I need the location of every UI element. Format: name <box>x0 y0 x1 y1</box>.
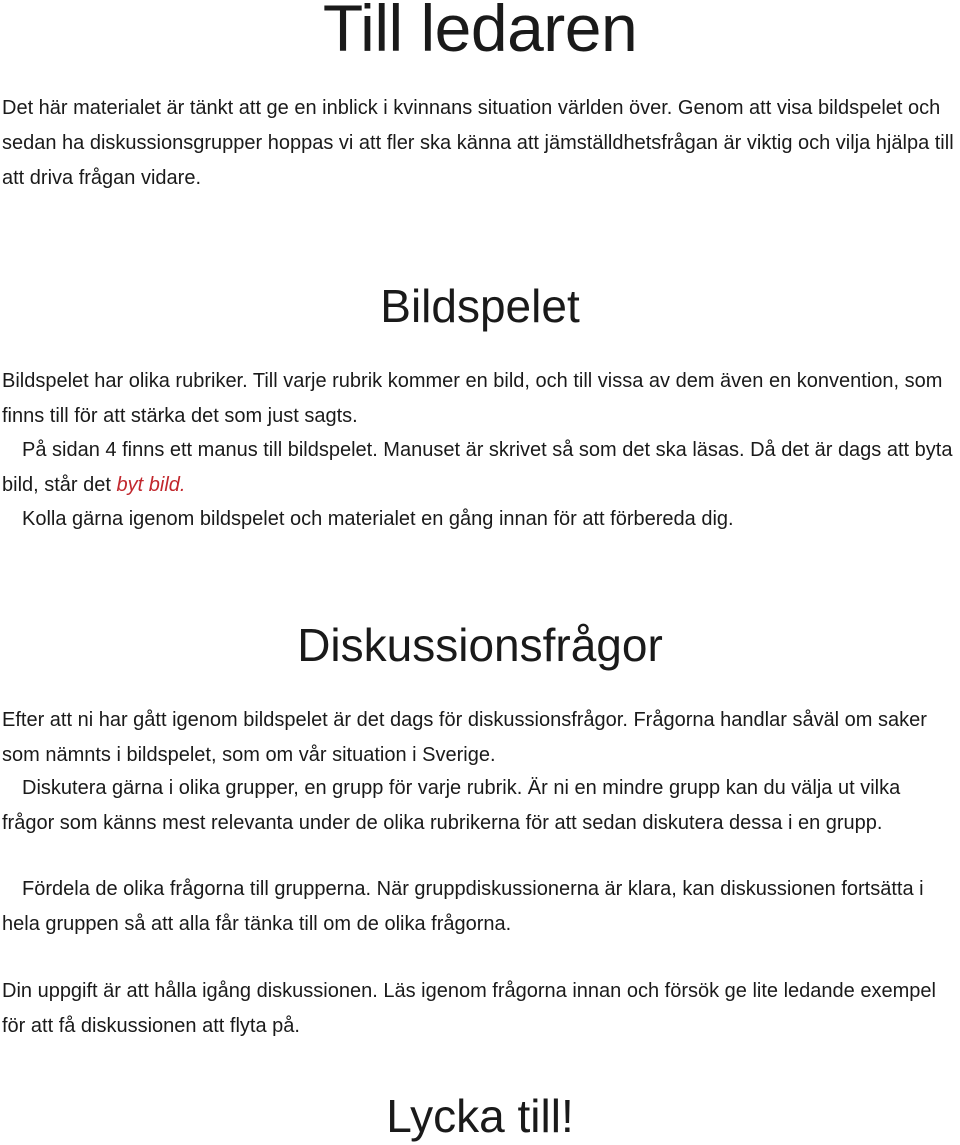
bildspelet-paragraph-2-text: På sidan 4 finns ett manus till bildspelet. Manuset är skrivet så som det ska läsas. Då det är dags att byta bild, står det <box>2 439 953 496</box>
closing-heading: Lycka till! <box>386 1090 574 1142</box>
byt-bild-highlight: byt bild. <box>116 474 186 496</box>
diskussion-paragraph-2: Diskutera gärna i olika grupper, en grupp för varje rubrik. Är ni en mindre grupp kan du välja ut vilka frågor som känns mest relevanta under de olika rubrikerna för att sedan diskutera dessa i en grupp. <box>2 777 901 834</box>
section-heading-diskussionsfragor: Diskussionsfrågor <box>297 619 663 671</box>
diskussion-paragraph-4: Din uppgift är att hålla igång diskussionen. Läs igenom frågorna innan och försök ge lite ledande exempel för att få diskussionen att flyta på. <box>2 980 936 1037</box>
diskussion-paragraph-1: Efter att ni har gått igenom bildspelet är det dags för diskussionsfrågor. Frågorna handlar såväl om saker som nämnts i bildspelet, som om vår situation i Sverige. <box>2 709 927 766</box>
bildspelet-paragraph-3: Kolla gärna igenom bildspelet och materialet en gång innan för att förbereda dig. <box>22 508 734 530</box>
section-heading-bildspelet: Bildspelet <box>380 280 580 332</box>
bildspelet-paragraph-2 <box>2 433 958 503</box>
bildspelet-paragraph-1: Bildspelet har olika rubriker. Till varje rubrik kommer en bild, och till vissa av dem även en konvention, som finns till för att stärka det som just sagts. <box>2 370 943 427</box>
diskussion-paragraph-3: Fördela de olika frågorna till grupperna. När gruppdiskussionerna är klara, kan diskussionen fortsätta i hela gruppen så att alla får tänka till om de olika frågorna. <box>2 878 924 935</box>
page-title: Till ledaren <box>322 0 638 65</box>
intro-paragraph: Det här materialet är tänkt att ge en inblick i kvinnans situation världen över. Genom att visa bildspelet och sedan ha diskussionsgrupper hoppas vi att fler ska känna att jämställdhetsfrågan är viktig och vilja hjälpa till att driva frågan vidare. <box>2 97 954 189</box>
